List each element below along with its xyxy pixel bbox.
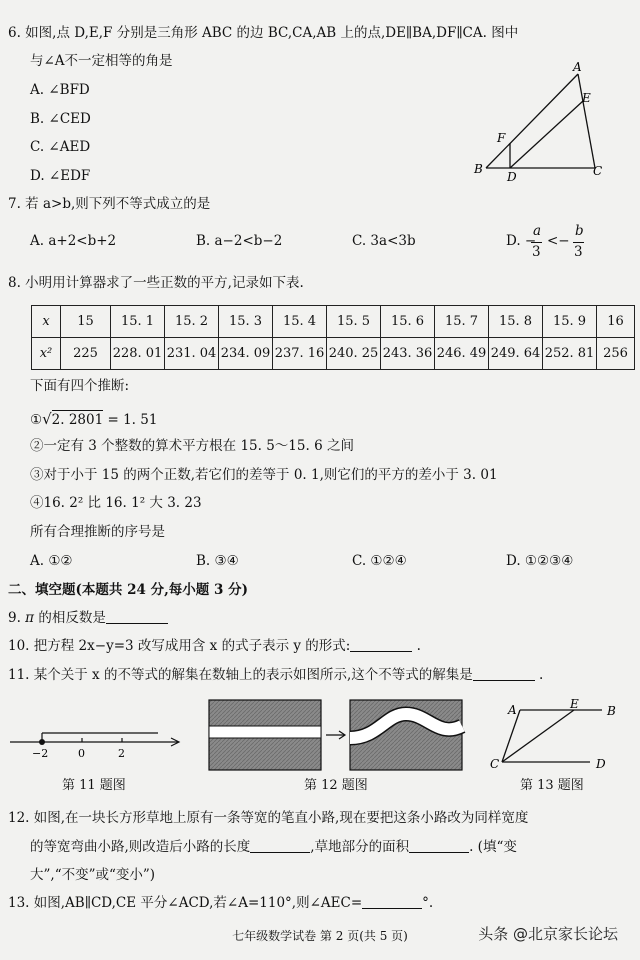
q6-stem-line2: 与∠A不一定相等的角是 — [30, 53, 173, 69]
sqrt-sign: √ — [42, 410, 52, 428]
q7-d-lt: <− — [547, 233, 570, 249]
q13 — [8, 897, 433, 911]
q12-answer-blank-2 — [409, 852, 469, 853]
q8-statement-2: ②一定有 3 个整数的算术平方根在 15. 5～15. 6 之间 — [30, 438, 354, 454]
q12-line1: 12. 如图,在一块长方形草地上原有一条等宽的笔直小路,现在要把这条小路改为同样宽度 — [8, 810, 529, 826]
q11-answer-blank — [473, 680, 535, 681]
q12-lawn-figure — [206, 698, 466, 773]
q7-option-a: A. a+2<b+2 — [30, 233, 117, 249]
table-header-x2: x² — [32, 338, 61, 370]
table-row-x2 — [32, 338, 635, 370]
q7-option-b: B. a−2<b−2 — [196, 233, 283, 249]
q13-answer-blank — [362, 908, 422, 909]
q8-stem: 8. 小明用计算器求了一些正数的平方,记录如下表. — [8, 275, 304, 291]
tick-label-neg2: −2 — [32, 747, 49, 760]
fig6-label-d: D — [507, 170, 517, 184]
q10-answer-blank — [350, 651, 412, 652]
q7-d-num2: b — [575, 223, 584, 239]
table-cell: 15. 8 — [489, 306, 543, 338]
q9-number: 9. — [8, 610, 26, 626]
table-cell: 249. 64 — [489, 338, 543, 370]
q8-option-c: C. ①②④ — [352, 553, 407, 569]
q12-line3: 大”,“不变”或“变小”) — [30, 867, 156, 883]
q13-text: 13. 如图,AB∥CD,CE 平分∠ACD,若∠A=110°,则∠AEC= — [8, 895, 363, 911]
q6-option-c: C. ∠AED — [30, 139, 91, 155]
q8-statement-1 — [30, 412, 157, 428]
q7-d-num1: a — [533, 223, 542, 239]
q9-answer-blank — [106, 623, 168, 624]
q8-statement-3: ③对于小于 15 的两个正数,若它们的差等于 0. 1,则它们的平方的差小于 3. 01 — [30, 467, 498, 483]
table-cell: 225 — [61, 338, 111, 370]
q6-option-b: B. ∠CED — [30, 111, 91, 127]
q11-text: 11. 某个关于 x 的不等式的解集在数轴上的表示如图所示,这个不等式的解集是 — [8, 667, 473, 683]
pi-symbol: π — [25, 610, 35, 626]
q6-triangle-figure — [470, 58, 620, 184]
q7-d-den2: 3 — [574, 244, 583, 260]
q12-line2-part2: ,草地部分的面积 — [310, 839, 410, 855]
watermark: 头条 @北京家长论坛 — [478, 925, 618, 943]
q12-line2-part3: . (填“变 — [469, 839, 517, 855]
page-footer: 七年级数学试卷 第 2 页(共 5 页) — [232, 929, 408, 943]
q10 — [8, 640, 421, 654]
fig13-label-c: C — [490, 757, 500, 771]
table-cell: 252. 81 — [543, 338, 597, 370]
fig6-label-c: C — [593, 164, 603, 178]
q8-option-b: B. ③④ — [196, 553, 239, 569]
q8-option-d: D. ①②③④ — [506, 553, 574, 569]
table-cell: 237. 16 — [273, 338, 327, 370]
table-cell: 234. 09 — [219, 338, 273, 370]
fig13-label-e: E — [570, 697, 579, 711]
table-row-x — [32, 306, 635, 338]
table-cell: 15 — [61, 306, 111, 338]
q11-number-line-figure — [8, 728, 188, 762]
table-cell: 15. 7 — [435, 306, 489, 338]
table-cell: 240. 25 — [327, 338, 381, 370]
q11-end: . — [534, 667, 544, 683]
q8-intro: 下面有四个推断: — [30, 378, 130, 394]
q7-d-prefix: D. − — [506, 233, 537, 249]
table-cell: 256 — [597, 338, 635, 370]
q7-d-den1: 3 — [532, 244, 541, 260]
q7-d-fracbar2 — [573, 242, 584, 243]
q6-stem-line1: 6. 如图,点 D,E,F 分别是三角形 ABC 的边 BC,CA,AB 上的点,DE∥BA,DF∥CA. 图中 — [8, 25, 519, 41]
table-cell: 15. 5 — [327, 306, 381, 338]
table-cell: 15. 1 — [111, 306, 165, 338]
q12-line2 — [30, 841, 517, 855]
q10-text: 10. 把方程 2x−y=3 改写成用含 x 的式子表示 y 的形式: — [8, 638, 351, 654]
fig6-label-f: F — [497, 131, 506, 145]
table-cell: 243. 36 — [381, 338, 435, 370]
table-cell: 16 — [597, 306, 635, 338]
table-cell: 15. 6 — [381, 306, 435, 338]
fig6-label-b: B — [474, 162, 483, 176]
table-cell: 15. 9 — [543, 306, 597, 338]
q8-statement-4: ④16. 2² 比 16. 1² 大 3. 23 — [30, 495, 202, 511]
q9-text: 的相反数是 — [34, 610, 106, 626]
q10-end: . — [412, 638, 421, 654]
q12-answer-blank-1 — [250, 852, 310, 853]
q8-ask: 所有合理推断的序号是 — [30, 524, 165, 540]
q7-d-fracbar1 — [531, 242, 542, 243]
radicand: 2. 2801 — [51, 412, 104, 428]
table-cell: 15. 2 — [165, 306, 219, 338]
fig6-label-a: A — [573, 60, 582, 74]
fig13-label-d: D — [596, 757, 606, 771]
q8-option-a: A. ①② — [30, 553, 73, 569]
statement-1-result: = 1. 51 — [103, 412, 158, 428]
q11 — [8, 669, 543, 683]
table-cell: 246. 49 — [435, 338, 489, 370]
q9 — [8, 612, 168, 626]
squares-table — [31, 305, 635, 370]
q6-option-a: A. ∠BFD — [30, 82, 90, 98]
table-cell: 231. 04 — [165, 338, 219, 370]
q6-option-d: D. ∠EDF — [30, 168, 91, 184]
table-cell: 228. 01 — [111, 338, 165, 370]
q12-line2-part1: 的等宽弯曲小路,则改造后小路的长度 — [30, 839, 251, 855]
caption-fig13: 第 13 题图 — [520, 778, 584, 793]
table-cell: 15. 3 — [219, 306, 273, 338]
section-2-header: 二、填空题(本题共 24 分,每小题 3 分) — [8, 582, 248, 598]
q7-option-c: C. 3a<3b — [352, 233, 416, 249]
tick-label-0: 0 — [78, 747, 85, 760]
tick-label-2: 2 — [118, 747, 125, 760]
fig6-label-e: E — [582, 91, 591, 105]
table-header-x: x — [32, 306, 61, 338]
statement-1-marker: ① — [30, 412, 43, 428]
q13-end: °. — [422, 895, 434, 911]
caption-fig12: 第 12 题图 — [304, 778, 368, 793]
fig13-label-b: B — [607, 704, 616, 718]
table-cell: 15. 4 — [273, 306, 327, 338]
q7-stem: 7. 若 a>b,则下列不等式成立的是 — [8, 196, 211, 212]
fig13-label-a: A — [508, 703, 517, 717]
caption-fig11: 第 11 题图 — [62, 778, 126, 793]
q13-parallel-figure — [480, 696, 630, 774]
